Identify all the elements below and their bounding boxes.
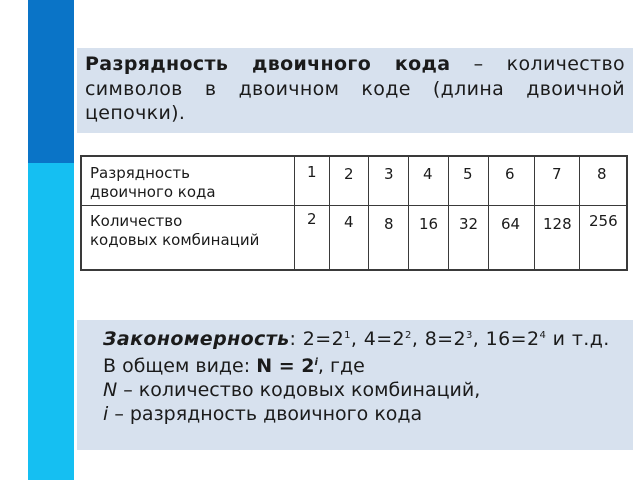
table-cell-bits: 6 xyxy=(505,165,515,183)
table-col-divider xyxy=(329,157,330,269)
table-col-divider xyxy=(488,157,489,269)
law-n-desc: – количество кодовых комбинаций, xyxy=(117,379,481,401)
table-col-divider xyxy=(534,157,535,269)
sidebar-dark-bar xyxy=(28,0,74,163)
law-line-n xyxy=(85,378,625,402)
table-cell-bits: 8 xyxy=(597,165,607,183)
data-table xyxy=(80,155,628,271)
law-general-suffix: , где xyxy=(317,355,365,377)
table-col-divider xyxy=(448,157,449,269)
table-cell-combinations: 8 xyxy=(384,215,394,233)
table-cell-bits: 7 xyxy=(552,165,562,183)
law-title: Закономерность xyxy=(103,328,290,350)
law-line-i xyxy=(85,402,625,426)
row-header-comb-line2: кодовых комбинаций xyxy=(90,231,260,249)
table-cell-combinations: 64 xyxy=(501,215,521,233)
law-formula-exponent: i xyxy=(314,357,318,368)
law-i-symbol: i xyxy=(103,403,109,425)
law-exponent: 1 xyxy=(344,330,351,341)
law-text: и т.д. xyxy=(546,328,610,350)
sidebar-light-bar xyxy=(28,163,74,480)
table-cell-combinations: 2 xyxy=(307,210,317,228)
table-cell-bits: 4 xyxy=(423,165,433,183)
table-cell-bits: 1 xyxy=(307,163,317,181)
law-text: , 8=2 xyxy=(411,328,466,350)
law-exponent: 4 xyxy=(539,330,547,341)
law-text: , 4=2 xyxy=(350,328,406,350)
law-i-desc: – разрядность двоичного кода xyxy=(108,403,423,425)
row-header-bits xyxy=(90,164,216,202)
table-cell-combinations: 4 xyxy=(344,213,354,231)
row-header-bits-line2: двоичного кода xyxy=(90,183,216,201)
law-line-general xyxy=(85,351,625,378)
table-col-divider xyxy=(408,157,409,269)
table-cell-combinations: 32 xyxy=(459,215,479,233)
table-cell-combinations: 128 xyxy=(543,215,572,233)
law-line-examples xyxy=(85,324,625,351)
row-header-bits-line1: Разрядность xyxy=(90,164,190,182)
table-row-divider xyxy=(82,205,626,206)
law-n-symbol: N xyxy=(103,379,118,401)
table-col-divider xyxy=(579,157,580,269)
definition-term: Разрядность двоичного кода xyxy=(85,53,451,75)
law-text: , 16=2 xyxy=(472,328,540,350)
table-cell-bits: 2 xyxy=(344,165,354,183)
law-formula-base: N = 2 xyxy=(256,355,315,377)
definition-text: – количество символов в двоичном коде (длина двоичной цепочки). xyxy=(85,53,625,124)
law-formula xyxy=(256,355,318,377)
table-cell-bits: 5 xyxy=(463,165,473,183)
law-exponent: 2 xyxy=(405,330,412,341)
table-col-divider xyxy=(294,157,295,269)
row-header-comb-line1: Количество xyxy=(90,212,183,230)
table-col-divider xyxy=(368,157,369,269)
law-general-prefix: В общем виде: xyxy=(103,355,257,377)
table-cell-combinations: 16 xyxy=(419,215,439,233)
table-cell-combinations: 256 xyxy=(589,212,618,230)
law-text: : 2=2 xyxy=(289,328,345,350)
law-exponent: 3 xyxy=(466,330,473,341)
law-box xyxy=(77,320,633,450)
row-header-combinations xyxy=(90,212,259,250)
table-cell-bits: 3 xyxy=(384,165,394,183)
definition-box xyxy=(77,48,633,133)
